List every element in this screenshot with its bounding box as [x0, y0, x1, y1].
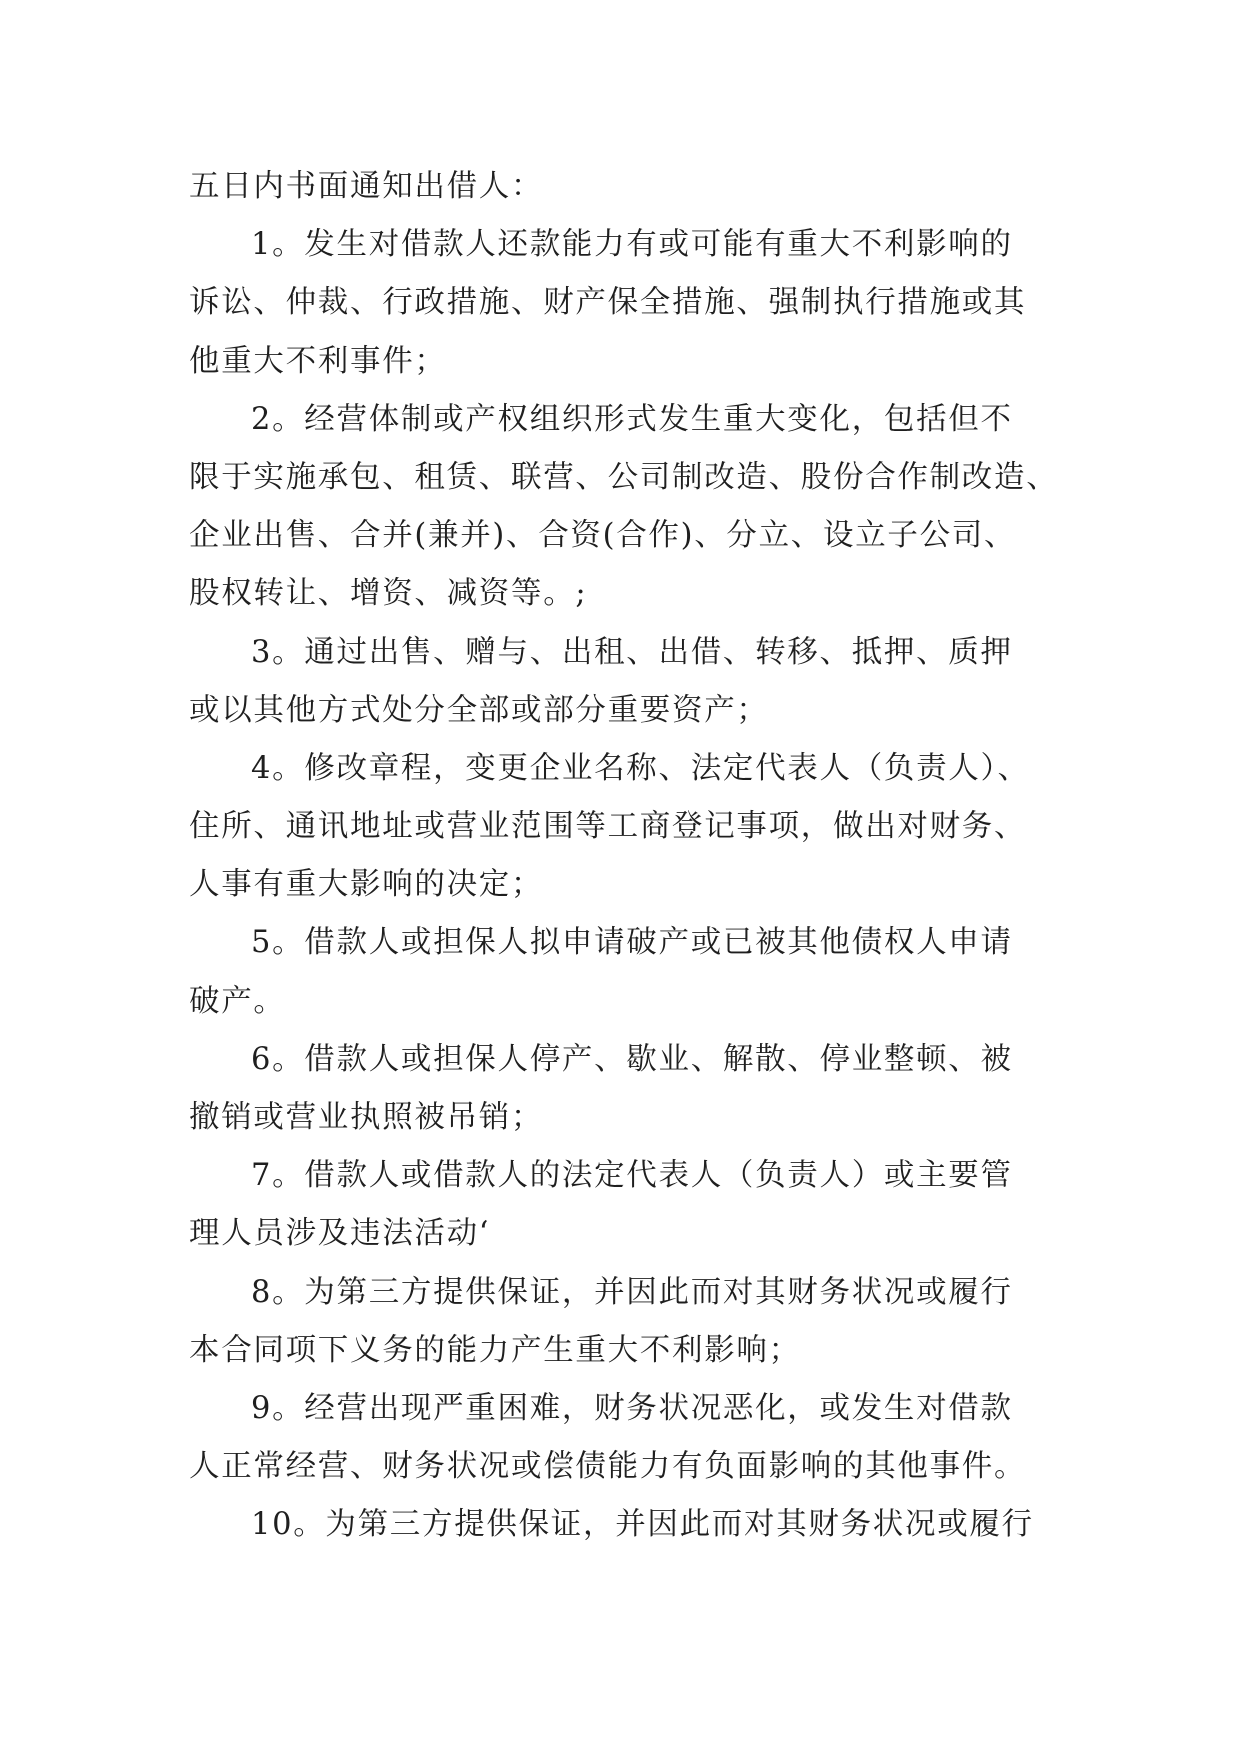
document-body: [189, 158, 1059, 1555]
text-line: 企业出售、合并(兼并)、合资(合作)、分立、设立子公司、: [189, 518, 1017, 554]
text-line: 股权转让、增资、减资等。;: [189, 576, 588, 612]
list-item-8-line: 8。为第三方提供保证，并因此而对其财务状况或履行: [251, 1274, 1013, 1310]
list-item-3-line: 3。通过出售、赠与、出租、出借、转移、抵押、质押: [251, 634, 1013, 670]
list-item-9-line: 9。经营出现严重困难，财务状况恶化，或发生对借款: [251, 1390, 1013, 1426]
list-item-2-line: 2。经营体制或产权组织形式发生重大变化，包括但不: [251, 401, 1013, 437]
text-line: 住所、通讯地址或营业范围等工商登记事项，做出对财务、: [189, 809, 1027, 845]
text-line: 人事有重大影响的决定；: [189, 867, 544, 903]
text-line: 本合同项下义务的能力产生重大不利影响；: [189, 1332, 801, 1368]
list-item-7-line: 7。借款人或借款人的法定代表人（负责人）或主要管: [251, 1158, 1013, 1194]
text-line: 人正常经营、财务状况或偿债能力有负面影响的其他事件。: [189, 1449, 1027, 1485]
text-line: 理人员涉及违法活动‘: [189, 1216, 491, 1252]
list-item-5-line: 5。借款人或担保人拟申请破产或已被其他债权人申请: [251, 925, 1013, 961]
text-line: 或以其他方式处分全部或部分重要资产；: [189, 692, 769, 728]
text-line: 五日内书面通知出借人：: [189, 169, 544, 204]
text-line: 撤销或营业执照被吊销；: [189, 1100, 544, 1135]
list-item-10-line: 10。为第三方提供保证，并因此而对其财务状况或履行: [251, 1507, 1034, 1543]
text-line: 破产。: [189, 983, 286, 1019]
text-line: 他重大不利事件；: [189, 343, 447, 379]
text-line: 限于实施承包、租赁、联营、公司制改造、股份合作制改造、: [189, 459, 1059, 495]
text-line: 诉讼、仲裁、行政措施、财产保全措施、强制执行措施或其: [189, 285, 1027, 321]
list-item-1-line: 1。发生对借款人还款能力有或可能有重大不利影响的: [251, 227, 1013, 263]
list-item-6-line: 6。借款人或担保人停产、歇业、解散、停业整顿、被: [251, 1041, 1013, 1077]
list-item-4-line: 4。修改章程，变更企业名称、法定代表人（负责人）、: [251, 750, 1030, 786]
